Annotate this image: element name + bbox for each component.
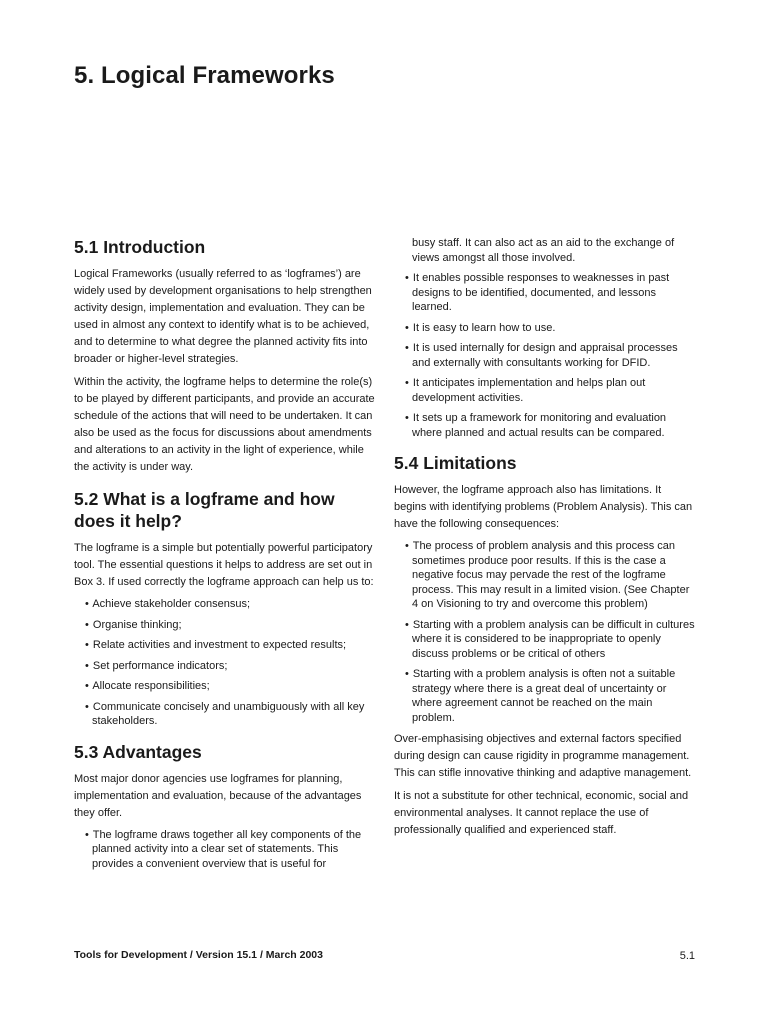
bullet-icon: • xyxy=(405,272,409,284)
section-advantages xyxy=(74,741,376,872)
list-item xyxy=(85,828,376,872)
list-item xyxy=(405,411,696,440)
bullet-list xyxy=(394,539,696,725)
section-introduction xyxy=(74,236,376,476)
list-item-text: The logframe draws together all key components of the planned activity into a clear set of statements. This provides a convenient overview that is useful for xyxy=(92,828,362,870)
list-item-text: It sets up a framework for monitoring and evaluation where planned and actual results can be compared. xyxy=(412,412,667,439)
list-item-text: Achieve stakeholder consensus; xyxy=(92,598,251,610)
list-item-text: The process of problem analysis and this process can sometimes produce poor results. If this is the case a negative focus may pervade the rest of the logframe process. This may result in a limited vision. (See Chapter 4 on Visioning to try and overcome this problem) xyxy=(412,540,690,610)
list-item xyxy=(405,539,696,612)
list-item xyxy=(405,618,696,662)
list-item xyxy=(85,659,376,674)
list-item-text: Starting with a problem analysis is often not a suitable strategy where there is a great deal of uncertainty or where agreement cannot be reached on the main problem. xyxy=(412,668,676,724)
list-item-text: Relate activities and investment to expected results; xyxy=(92,639,347,651)
bullet-icon: • xyxy=(85,639,89,651)
list-item-text: It is easy to learn how to use. xyxy=(412,321,556,334)
list-item xyxy=(85,618,376,633)
list-item-text: Set performance indicators; xyxy=(92,659,228,672)
list-item-text: Starting with a problem analysis can be difficult in cultures where it is considered to be inappropriate to openly discuss problems or be critical of others xyxy=(412,618,695,660)
list-item xyxy=(405,376,696,405)
list-item-text: It is used internally for design and appraisal processes and externally with consultants working for DFID. xyxy=(412,342,678,369)
footer-publication-info: Tools for Development / Version 15.1 / March 2003 xyxy=(74,949,323,961)
list-item xyxy=(85,679,376,694)
bullet-icon: • xyxy=(405,377,409,389)
paragraph: The logframe is a simple but potentially powerful participatory tool. The essential questions it helps to address are set out in Box 3. If used correctly the logframe approach can help us to: xyxy=(74,542,374,588)
list-item-text: It enables possible responses to weaknesses in past designs to be identified, documented, and lessons learned. xyxy=(412,272,670,313)
bullet-icon: • xyxy=(405,540,409,552)
list-item-text: Organise thinking; xyxy=(92,618,182,631)
section-heading: 5.1 Introduction xyxy=(74,237,206,257)
list-item-text: Communicate concisely and unambiguously with all key stakeholders. xyxy=(92,700,365,727)
list-item xyxy=(405,341,696,370)
paragraph: However, the logframe approach also has limitations. It begins with identifying problems (Problem Analysis). This can have the following consequences: xyxy=(394,484,693,530)
bullet-list xyxy=(74,597,376,729)
page-number: 5.1 xyxy=(679,950,695,962)
list-item xyxy=(405,271,696,315)
paragraph: Within the activity, the logframe helps to determine the role(s) to be played by different participants, and provide an accurate schedule of the actions that will need to be undertaken. It can also be used as the focus for discussions about amendments and alterations to an activity in the light of experience, while the activity is under way. xyxy=(74,376,375,473)
bullet-icon: • xyxy=(85,659,89,672)
section-limitations xyxy=(394,452,696,839)
bullet-icon: • xyxy=(405,412,409,424)
section-heading: 5.2 What is a logframe and how does it help? xyxy=(74,489,335,531)
section-what-is-logframe xyxy=(74,488,376,729)
bullet-list xyxy=(74,828,376,872)
section-heading: 5.3 Advantages xyxy=(74,741,202,762)
bullet-icon: • xyxy=(405,618,409,631)
page-title: 5. Logical Frameworks xyxy=(74,62,335,89)
bullet-icon: • xyxy=(85,828,89,841)
right-column xyxy=(394,236,696,845)
bullet-icon: • xyxy=(85,618,89,631)
paragraph: Logical Frameworks (usually referred to as ‘logframes’) are widely used by development organisations to help strengthen activity design, implementation and evaluation. They can be used in almost any context to identify what is to be achieved, and to determine to what degree the planned activity fits into broader or higher-level strategies. xyxy=(74,268,372,365)
section-heading: 5.4 Limitations xyxy=(394,453,517,473)
list-item xyxy=(85,638,376,653)
list-item xyxy=(85,597,376,612)
list-item xyxy=(405,321,696,336)
list-item xyxy=(405,667,696,725)
list-item-continuation: busy staff. It can also act as an aid to the exchange of views amongst all those involved. xyxy=(412,237,675,264)
bullet-icon: • xyxy=(405,668,409,680)
left-column xyxy=(74,236,376,877)
paragraph: It is not a substitute for other technical, economic, social and environmental analyses. It cannot replace the use of professionally qualified and experienced staff. xyxy=(394,790,689,836)
list-item xyxy=(85,700,376,729)
bullet-icon: • xyxy=(85,680,89,692)
paragraph: Most major donor agencies use logframes for planning, implementation and evaluation, because of the advantages they offer. xyxy=(74,772,362,819)
list-item-text: It anticipates implementation and helps plan out development activities. xyxy=(412,377,646,404)
bullet-icon: • xyxy=(85,598,89,610)
list-item-text: Allocate responsibilities; xyxy=(92,680,210,692)
bullet-icon: • xyxy=(405,342,409,354)
paragraph: Over-emphasising objectives and external factors specified during design can cause rigidity in programme management. This can stifle innovative thinking and adaptive management. xyxy=(394,733,692,779)
bullet-icon: • xyxy=(405,321,409,334)
bullet-icon: • xyxy=(85,700,89,713)
bullet-list xyxy=(394,271,696,440)
